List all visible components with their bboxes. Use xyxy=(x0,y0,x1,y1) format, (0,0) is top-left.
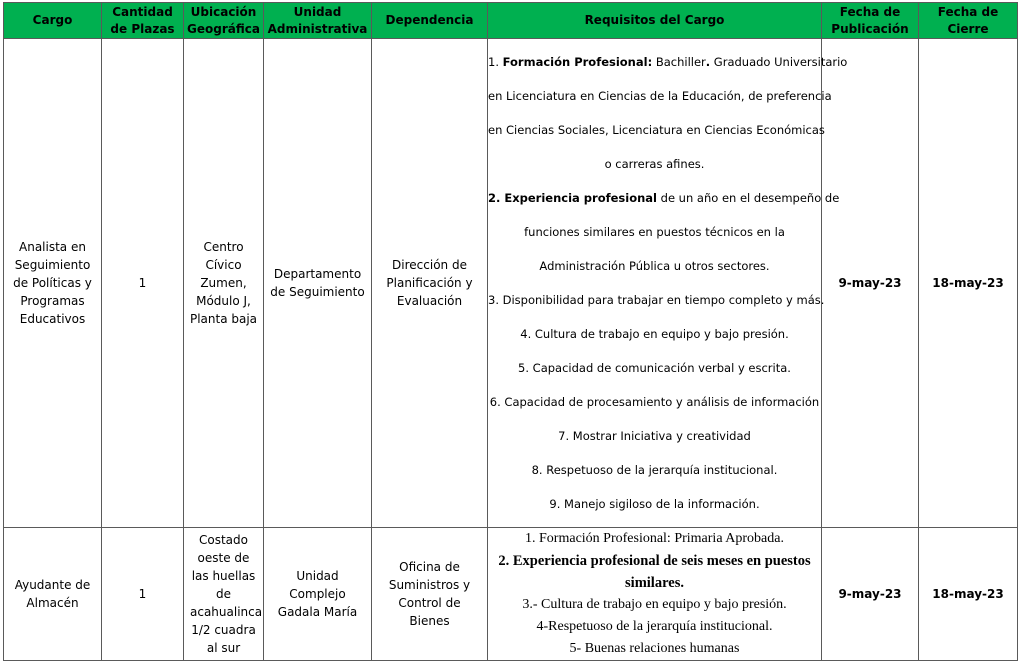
requirement-title: Formación Profesional: xyxy=(502,55,653,69)
ubicacion-cell: Costado oeste de las huellas de acahualinca 1/2 cuadra al sur xyxy=(184,528,264,661)
requirement-text: Graduado Universitario xyxy=(710,55,848,69)
requirement-item: 3. Disponibilidad para trabajar en tiempo completo y más. xyxy=(488,293,825,307)
requirement-item: 9. Manejo sigiloso de la información. xyxy=(549,497,760,511)
requirement-item: 8. Respetuoso de la jerarquía institucional. xyxy=(531,463,778,477)
publicacion-date-cell: 9-may-23 xyxy=(822,39,919,528)
requirement-item: 6. Capacidad de procesamiento y análisis de información xyxy=(489,395,820,409)
requirement-item: 7. Mostrar Iniciativa y creatividad xyxy=(558,429,751,443)
requirement-item: funciones similares en puestos técnicos en la xyxy=(524,225,785,239)
requirement-item: Administración Pública u otros sectores. xyxy=(539,259,770,273)
table-header-row xyxy=(4,3,1018,39)
header-ubicacion: Ubicación Geográfica xyxy=(184,3,264,39)
cierre-date-cell: 18-may-23 xyxy=(919,528,1018,661)
header-dependencia: Dependencia xyxy=(372,3,488,39)
requirement-item: o carreras afines. xyxy=(604,157,705,171)
requirement-item: en Licenciatura en Ciencias de la Educación, de preferencia xyxy=(488,89,832,103)
table-row xyxy=(4,528,1018,661)
cantidad-cell: 1 xyxy=(102,528,184,661)
ubicacion-cell: Centro Cívico Zumen, Módulo J, Planta baja xyxy=(184,39,264,528)
dependencia-cell: Oficina de Suministros y Control de Bienes xyxy=(372,528,488,661)
requirement-text: de un año en el desempeño de xyxy=(657,191,840,205)
requirement-item: en Ciencias Sociales, Licenciatura en Ciencias Económicas xyxy=(488,123,825,137)
header-cargo: Cargo xyxy=(4,3,102,39)
job-listings-table xyxy=(3,2,1018,661)
header-cantidad: Cantidad de Plazas xyxy=(102,3,184,39)
dependencia-cell: Dirección de Planificación y Evaluación xyxy=(372,39,488,528)
cierre-date-cell: 18-may-23 xyxy=(919,39,1018,528)
requirement-item xyxy=(488,181,840,215)
header-cierre: Fecha de Cierre xyxy=(919,3,1018,39)
requirement-item: 4-Respetuoso de la jerarquía institucional. xyxy=(536,619,773,634)
unidad-cell: Unidad Complejo Gadala María xyxy=(264,528,372,661)
unidad-cell: Departamento de Seguimiento xyxy=(264,39,372,528)
publicacion-date-cell: 9-may-23 xyxy=(822,528,919,661)
requirement-item xyxy=(488,45,848,79)
requisitos-cell xyxy=(488,528,822,661)
header-requisitos: Requisitos del Cargo xyxy=(488,3,822,39)
requirement-item: 2. Experiencia profesional de seis meses en puestos similares. xyxy=(498,553,811,591)
table-row xyxy=(4,39,1018,528)
cargo-cell: Ayudante de Almacén xyxy=(4,528,102,661)
requirement-item: 5- Buenas relaciones humanas xyxy=(569,641,740,656)
requirement-item: 4. Cultura de trabajo en equipo y bajo presión. xyxy=(520,327,789,341)
requirement-item: 5. Capacidad de comunicación verbal y escrita. xyxy=(518,361,791,375)
header-unidad: Unidad Administrativa xyxy=(264,3,372,39)
requirement-text: Bachiller xyxy=(652,55,706,69)
requisitos-cell xyxy=(488,39,848,528)
cantidad-cell: 1 xyxy=(102,39,184,528)
requirement-item: 3.- Cultura de trabajo en equipo y bajo presión. xyxy=(522,597,787,612)
header-publicacion: Fecha de Publicación xyxy=(822,3,919,39)
requirement-dot: . xyxy=(705,55,711,69)
requirement-number: 1. xyxy=(488,55,503,69)
requirement-item: 1. Formación Profesional: Primaria Aprobada. xyxy=(525,531,784,546)
cargo-cell: Analista en Seguimiento de Políticas y Programas Educativos xyxy=(4,39,102,528)
requirement-title: 2. Experiencia profesional xyxy=(488,191,657,205)
